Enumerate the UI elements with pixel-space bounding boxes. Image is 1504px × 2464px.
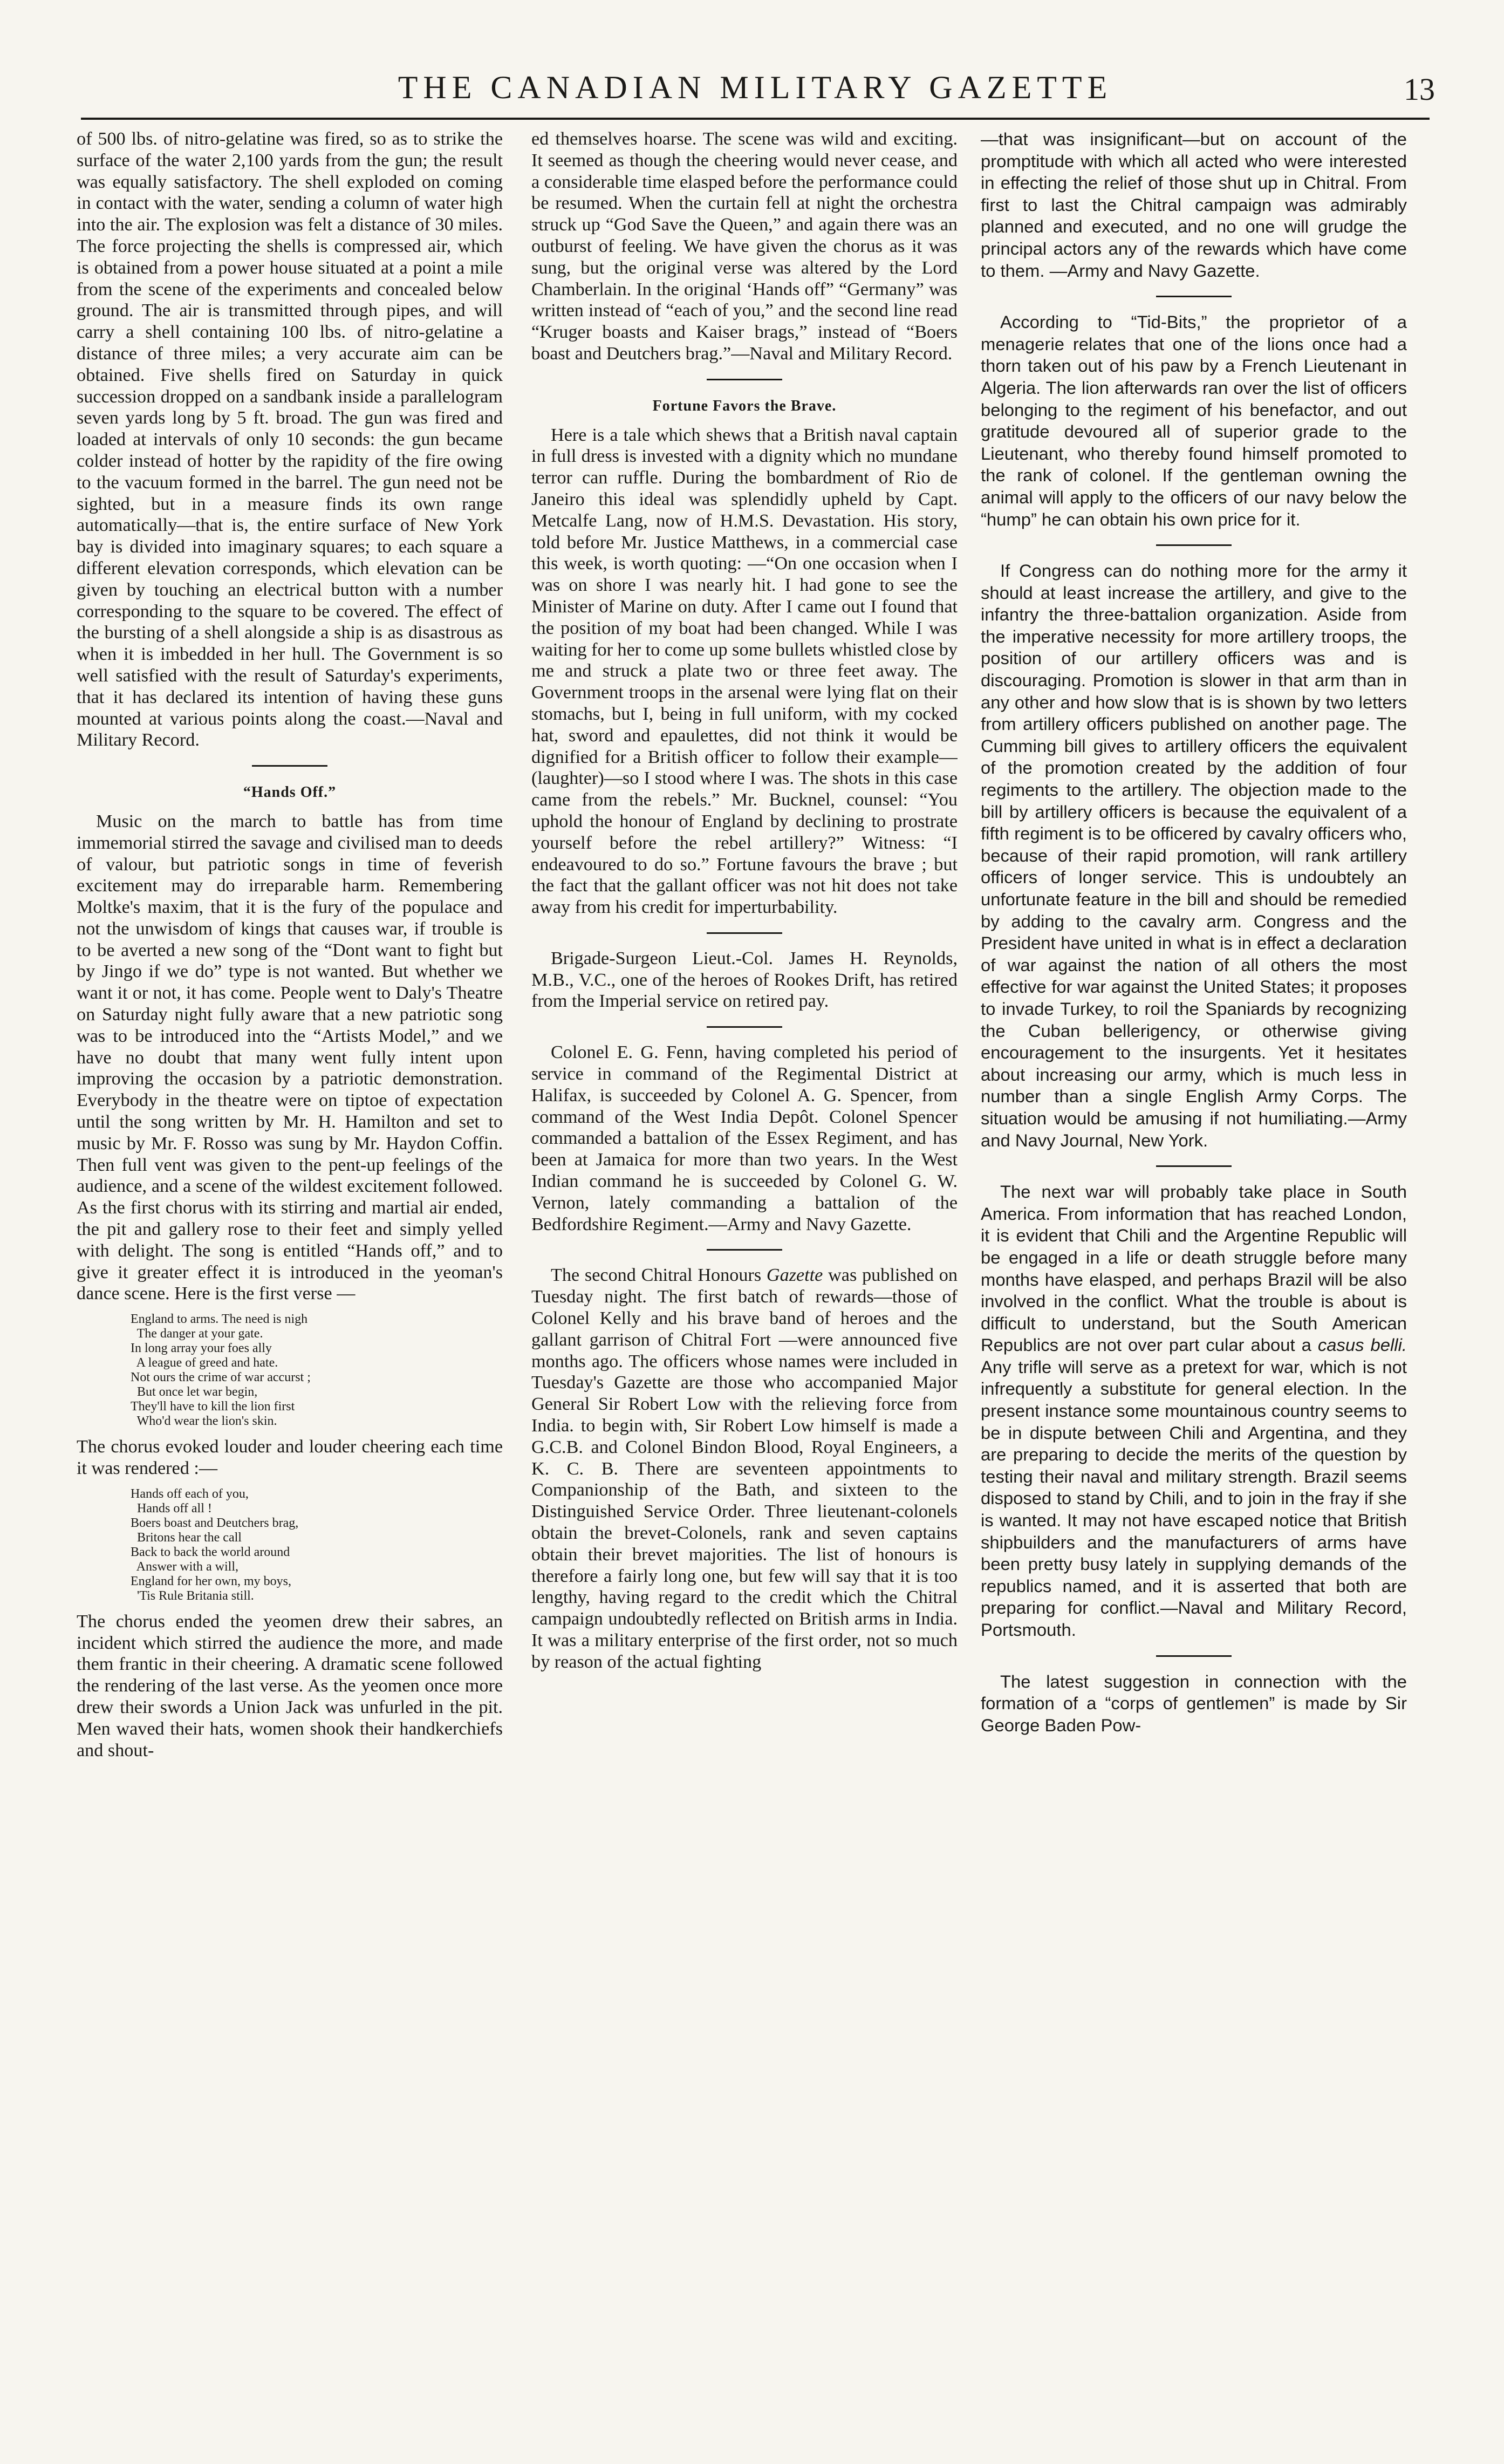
verse-line: But once let war begin, <box>131 1385 258 1400</box>
article-separator <box>707 1249 782 1251</box>
song-chorus <box>131 1487 503 1603</box>
text-run: The next war will probably take place in South America. From information that has reached London, it is evident that Chili and the Argentine Republic will be engaged in a life or death struggle before many months have elasped, and perhaps Brazil will be also involved in the conflict. What the trouble is about is difficult to understand, but the South American Republics are not over part cular about a <box>981 1182 1407 1355</box>
article-separator <box>1156 544 1232 546</box>
column-1 <box>77 128 503 2448</box>
song-verse <box>131 1312 503 1429</box>
verse-line: They'll have to kill the lion first <box>131 1400 295 1414</box>
article-continued-paragraph: —that was insignificant—but on account of the promptitude with which all acted who were interested in effecting the relief of those shut up in Chitral. From first to last the Chitral campaign was admirably planned and executed, and no one will grudge the principal actors any of the rewards which have come to them. —Army and Navy Gazette. <box>981 129 1407 281</box>
page-header <box>81 69 1435 112</box>
article-separator <box>1156 296 1232 297</box>
article-paragraph: Brigade-Surgeon Lieut.-Col. James H. Reynolds, M.B., V.C., one of the heroes of Rookes Drift, has retired from the Imperial service on retired pay. <box>531 948 958 1012</box>
verse-line: A league of greed and hate. <box>131 1356 278 1370</box>
article-paragraph: If Congress can do nothing more for the army it should at least increase the artillery, and give to the infantry the three-battalion organization. Aside from the imperative necessity for more artillery troops, the position of our artillery officers was and is discouraging. Promotion is slower in that arm than in any other and how slow that is is shown by two letters from artillery officers published on another page. The Cumming bill gives to artillery officers the equivalent of the promotion created by the addition of four regiments to the artillery. The objection made to the bill by artillery officers is because the equivalent of a fifth regiment is to be officered by cavalry officers who, because of their rapid promotion, will rank artillery officers of longer service. This is undoubtely an unfortunate feature in the bill and should be remedied by adding to the cavalry arm. Congress and the President have united in what is in effect a declaration of war against the nation of all others the most effective for war against the United States; it proposes to invade Turkey, to roil the Spaniards by recognizing the Cuban bellerigency, or otherwise giving encouragement to the insurgents. Yet it hesitates about increasing our army, which is much less in number than a single English Army Corps. The situation would be amusing if not humiliating.—Army and Navy Journal, New York. <box>981 561 1407 1150</box>
newspaper-title: THE CANADIAN MILITARY GAZETTE <box>398 70 1113 105</box>
article-paragraph: According to “Tid-Bits,” the proprietor of a menagerie relates that one of the lions once had a thorn taken out of his paw by a French Lieutenant in Algeria. The lion afterwards ran over the list of officers belonging to the regiment of his benefactor, and out gratitude devoured all of superior grade to the Lieutenant, who thereby found himself promoted to the rank of colonel. If the gentleman owning the animal will apply to the officers of our navy below the “hump” he can obtain his own price for it. <box>981 312 1407 529</box>
chorus-line: Back to back the world around <box>131 1545 290 1559</box>
italic-text: Gazette <box>766 1265 823 1286</box>
text-run: was published on Tuesday night. The first batch of rewards—those of Colonel Kelly and his brave band of heroes and the gallant garrison of Chitral Fort —were announced five months ago. The officers whose names were included in Tuesday's Gazette are those who accompanied Major General Sir Robert Low with the relieving force from India. to begin with, Sir Robert Low himself is made a G.C.B. and Colonel Bindon Blood, Royal Engineers, a K. C. B. There are seventeen appointments to Companionship of the Bath, and sixteen to the Distinguished Service Order. Three lieutenant-colonels obtain the brevet-Colonels, rank and seven captains obtain their brevet majorities. The list of honours is therefore a fairly long one, but few will say that it is too lengthy, having regard to the credit which the Chitral campaign undoubtedly reflected on British arms in India. It was a military enterprise of the first order, not so much by reason of the actual fighting <box>531 1265 958 1672</box>
article-paragraph <box>531 1265 958 1673</box>
chorus-line: Hands off each of you, <box>131 1486 249 1501</box>
chorus-line: Boers boast and Deutchers brag, <box>131 1516 299 1530</box>
article-paragraph: The chorus evoked louder and louder cheering each time it was rendered :— <box>77 1437 503 1479</box>
article-paragraph: Here is a tale which shews that a British naval captain in full dress is invested with a dignity which no mundane terror can ruffle. During the bombardment of Rio de Janeiro this ideal was splendidly upheld by Capt. Metcalfe Lang, now of H.M.S. Devastation. His story, told before Mr. Justice Matthews, in a commercial case this week, is worth quoting: —“On one occasion when I was on shore I was nearly hit. I had gone to see the Minister of Marine on duty. After I came out I found that the position of my boat had been changed. While I was waiting for her to come up some bullets whistled close by me and struck a plate two or three feet away. The Government troops in the arsenal were lying flat on their stomachs, but I, being in full uniform, with my cocked hat, sword and epaulettes, did not think it would be dignified for a British officer to follow their example—(laughter)—so I stood where I was. The shots in this case came from the rebels.” Mr. Bucknel, counsel: “You uphold the honour of England by declining to prostrate yourself before the rebel artillery?” Witness: “I endeavoured to do so.” Fortune favours the brave ; but the fact that the gallant officer was not hit does not take away from his credit for imperturbability. <box>531 425 958 918</box>
chorus-line: Hands off all ! <box>131 1501 212 1516</box>
verse-line: Not ours the crime of war accurst ; <box>131 1370 311 1385</box>
article-separator <box>707 932 782 934</box>
header-rule <box>81 118 1430 120</box>
chorus-line: Britons hear the call <box>131 1530 242 1545</box>
chorus-line: England for her own, my boys, <box>131 1574 291 1588</box>
article-paragraph: The latest suggestion in connection with the formation of a “corps of gentlemen” is made by Sir George Baden Pow- <box>981 1671 1407 1735</box>
verse-line: England to arms. The need is nigh <box>131 1312 308 1327</box>
column-3 <box>981 128 1407 2448</box>
column-2 <box>531 128 958 2448</box>
article-paragraph: Colonel E. G. Fenn, having completed his period of service in command of the Regimental District at Halifax, is succeeded by Colonel A. G. Spencer, from command of the West India Depôt. Colonel Spencer commanded a battalion of the Essex Regiment, and has been at Jamaica for more than two years. In the West Indian command he is succeeded by Colonel G. W. Vernon, lately commanding a battalion of the Bedfordshire Regiment.—Army and Navy Gazette. <box>531 1042 958 1234</box>
article-separator <box>1156 1165 1232 1167</box>
article-paragraph: The chorus ended the yeomen drew their sabres, an incident which stirred the audience the more, and made them frantic in their cheering. A dramatic scene followed the rendering of the last verse. As the yeomen once more drew their swords a Union Jack was unfurled in the pit. Men waved their hats, women shook their handkerchiefs and shout- <box>77 1611 503 1760</box>
chorus-line: 'Tis Rule Britania still. <box>131 1588 254 1603</box>
article-continued-paragraph: ed themselves hoarse. The scene was wild and exciting. It seemed as though the cheering would never cease, and a considerable time elasped before the performance could be resumed. When the curtain fell at night the orchestra struck up “God Save the Queen,” and again there was an outburst of feeling. We have given the chorus as it was sung, but the original verse was altered by the Lord Chamberlain. In the original ‘Hands off” “Germany” was written instead of “each of you,” and the second line read “Kruger boasts and Kaiser brags,” instead of “Boers boast and Deutchers brag.”—Naval and Military Record. <box>531 129 958 364</box>
article-heading-fortune-favors: Fortune Favors the Brave. <box>652 397 837 414</box>
verse-line: Who'd wear the lion's skin. <box>131 1414 277 1429</box>
article-heading-hands-off: “Hands Off.” <box>243 784 337 801</box>
page-number: 13 <box>1404 72 1435 107</box>
text-run: The second Chitral Honours <box>551 1265 767 1286</box>
article-separator <box>707 379 782 380</box>
text-run: Any trifle will serve as a pretext for war, which is not infrequently a substitute for general election. In the present instance some mountainous country seems to be in dispute between Chili and Argentina, and they are preparing to decide the merits of the question by testing their naval and military strength. Brazil seems disposed to stand by Chili, and to join in the fray if she is wanted. It may not have escaped notice that British shipbuilders and the manufacturers of arms have been pretty busy lately in supplying demands of the republics named, and it is asserted that both are preparing for conflict.—Naval and Military Record, Portsmouth. <box>981 1356 1407 1640</box>
article-paragraph: Music on the march to battle has from time immemorial stirred the savage and civilised man to deeds of valour, but patriotic songs in time of feverish excitement may do irreparable harm. Remembering Moltke's maxim, that it is the fury of the populace and not the unwisdom of kings that causes war, if trouble is to be averted a new song of the “Dont want to fight but by Jingo if we do” type is not wanted. But whether we want it or not, it has come. People went to Daly's Theatre on Saturday night fully aware that a new patriotic song was to be introduced into the “Artists Model,” and we have no doubt that many went fully intent upon improving the occasion by a patriotic demonstration. Everybody in the theatre were on tiptoe of expectation until the song written by Mr. H. Hamilton and set to music by Mr. F. Rosso was sung by Mr. Haydon Coffin. Then full vent was given to the pent-up feelings of the audience, and a scene of the wildest excitement followed. As the first chorus with its stirring and martial air ended, the pit and gallery rose to their feet and simply yelled with delight. The song is entitled “Hands off,” and to give it greater effect it is introduced in the yeoman's dance scene. Here is the first verse — <box>77 811 503 1304</box>
chorus-line: Answer with a will, <box>131 1559 238 1574</box>
article-separator <box>707 1026 782 1028</box>
italic-text: casus belli. <box>1317 1335 1407 1355</box>
article-separator <box>1156 1655 1232 1657</box>
verse-line: The danger at your gate. <box>131 1327 263 1341</box>
article-continued-paragraph: of 500 lbs. of nitro-gelatine was fired, so as to strike the surface of the water 2,100 yards from the gun; the result was equally satisfactory. The shell exploded on coming in contact with the water, sending a column of water high into the air. The explosion was felt a distance of 30 miles. The force projecting the shells is compressed air, which is obtained from a power house situated at a point a mile from the scene of the experiments and concealed below ground. The air is transmitted through pipes, and will carry a shell containing 100 lbs. of nitro-gelatine a distance of three miles; a very accurate aim can be obtained. Five shells fired on Saturday in quick succession dropped on a sandbank inside a parallelogram seven yards long by 5 ft. broad. The gun was fired and loaded at intervals of only 10 seconds: the gun became colder instead of hotter by the rapidity of the fire owing to the vacuum formed in the barrel. The gun need not be sighted, but in a measure finds its own range automatically—that is, the entire surface of New York bay is divided into imaginary squares; to each square a different elevation corresponds, which elevation can be given by touching an electrical button with a number corresponding to the square to be covered. The effect of the bursting of a shell alongside a ship is as disastrous as when it is imbedded in her hull. The Government is so well satisfied with the result of Saturday's experiments, that it has declared its intention of having these guns mounted at various points along the coast.—Naval and Military Record. <box>77 129 503 750</box>
article-paragraph <box>981 1181 1407 1641</box>
verse-line: In long array your foes ally <box>131 1341 272 1356</box>
article-separator <box>252 765 327 767</box>
